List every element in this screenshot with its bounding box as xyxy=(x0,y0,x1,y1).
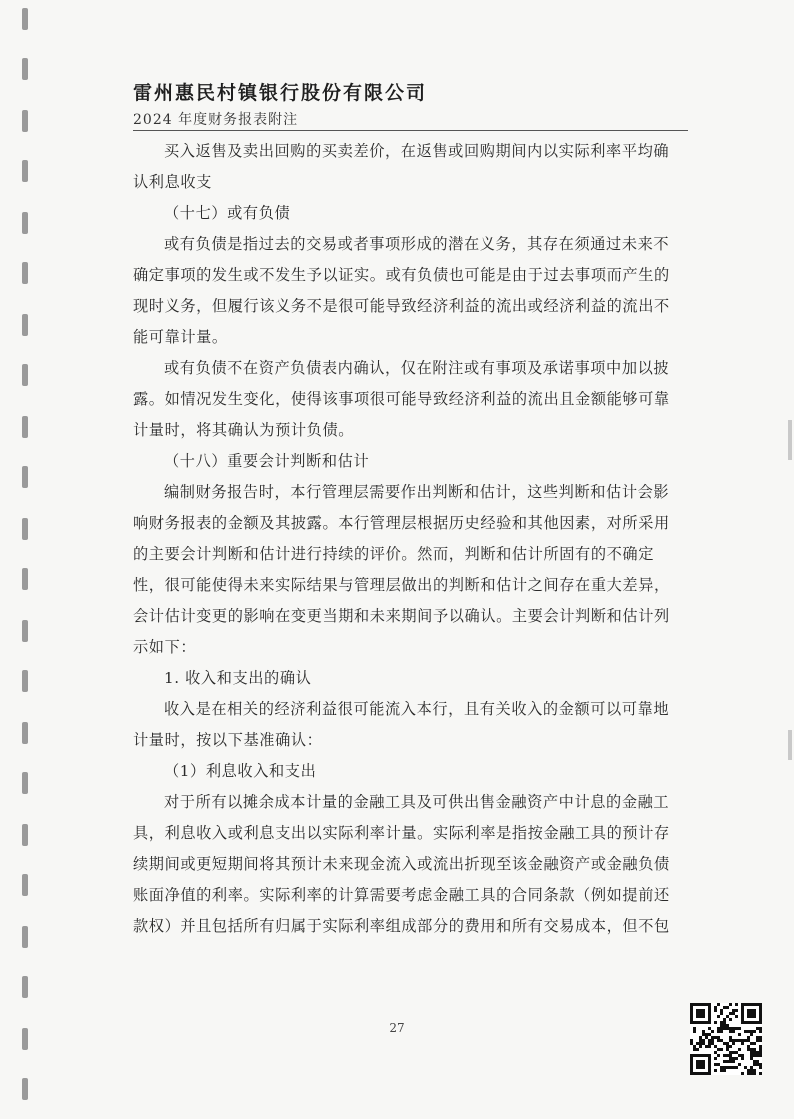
binding-hole xyxy=(22,518,28,540)
binding-hole xyxy=(22,926,28,948)
binding-hole xyxy=(22,620,28,642)
binding-hole xyxy=(22,466,28,488)
text-line: 计量时，将其确认为预计负债。 xyxy=(133,421,355,439)
text-line: 款权）并且包括所有归属于实际利率组成部分的费用和所有交易成本，但不包 xyxy=(133,917,670,935)
text-line: 对于所有以摊余成本计量的金融工具及可供出售金融资产中计息的金融工 xyxy=(164,793,670,811)
binding-hole xyxy=(22,364,28,386)
binding-hole xyxy=(22,262,28,284)
binding-hole xyxy=(22,772,28,794)
header-divider xyxy=(133,130,688,131)
page-header xyxy=(133,78,693,129)
section-heading: （十七）或有负债 xyxy=(164,204,291,222)
text-line: 的主要会计判断和估计进行持续的评价。然而，判断和估计所固有的不确定 xyxy=(133,545,654,563)
qr-code-icon xyxy=(690,1003,762,1075)
text-line: 露。如情况发生变化，使得该事项很可能导致经济利益的流出且金额能够可靠 xyxy=(133,390,670,408)
text-line: 或有负债是指过去的交易或者事项形成的潜在义务，其存在须通过未来不 xyxy=(164,235,670,253)
binding-hole xyxy=(22,874,28,896)
text-line: 性，很可能使得未来实际结果与管理层做出的判断和估计之间存在重大差异， xyxy=(133,576,670,594)
binding-hole xyxy=(22,110,28,132)
binding-hole xyxy=(22,212,28,234)
bank-name: 雷州惠民村镇银行股份有限公司 xyxy=(133,82,428,104)
document-body xyxy=(133,136,689,942)
text-line: 编制财务报告时，本行管理层需要作出判断和估计，这些判断和估计会影 xyxy=(164,483,670,501)
binding-hole xyxy=(22,976,28,998)
text-line: 认利息收支 xyxy=(133,173,212,191)
text-line: 响财务报表的金额及其披露。本行管理层根据历史经验和其他因素，对所采用 xyxy=(133,514,670,532)
text-line: 买入返售及卖出回购的买卖差价，在返售或回购期间内以实际利率平均确 xyxy=(164,142,670,160)
text-line: 现时义务，但履行该义务不是很可能导致经济利益的流出或经济利益的流出不 xyxy=(133,297,670,315)
binding-hole xyxy=(22,416,28,438)
binding-hole xyxy=(22,160,28,182)
binding-hole xyxy=(22,722,28,744)
scan-edge-mark xyxy=(788,730,792,760)
binding-hole xyxy=(22,8,28,30)
section-heading: （十八）重要会计判断和估计 xyxy=(164,452,370,470)
page-number: 27 xyxy=(389,1021,405,1035)
text-line: 确定事项的发生或不发生予以证实。或有负债也可能是由于过去事项而产生的 xyxy=(133,266,670,284)
binding-hole xyxy=(22,314,28,336)
binding-hole xyxy=(22,58,28,80)
text-line: 能可靠计量。 xyxy=(133,328,228,346)
binding-hole xyxy=(22,568,28,590)
text-line: 续期间或更短期间将其预计未来现金流入或流出折现至该金融资产或金融负债 xyxy=(133,855,670,873)
text-line: 具，利息收入或利息支出以实际利率计量。实际利率是指按金融工具的预计存 xyxy=(133,824,670,842)
binding-hole xyxy=(22,824,28,846)
text-line: 示如下： xyxy=(133,638,197,656)
subsection-heading: （1）利息收入和支出 xyxy=(164,762,317,780)
text-line: 计量时，按以下基准确认： xyxy=(133,731,323,749)
scan-edge-mark xyxy=(788,420,792,460)
binding-hole xyxy=(22,670,28,692)
subsection-heading: 1. 收入和支出的确认 xyxy=(164,669,312,687)
text-line: 或有负债不在资产负债表内确认，仅在附注或有事项及承诺事项中加以披 xyxy=(164,359,670,377)
report-title: 2024 年度财务报表附注 xyxy=(133,112,299,128)
text-line: 会计估计变更的影响在变更当期和未来期间予以确认。主要会计判断和估计列 xyxy=(133,607,670,625)
binding-hole xyxy=(22,1078,28,1100)
text-line: 收入是在相关的经济利益很可能流入本行，且有关收入的金额可以可靠地 xyxy=(164,700,670,718)
text-line: 账面净值的利率。实际利率的计算需要考虑金融工具的合同条款（例如提前还 xyxy=(133,886,670,904)
